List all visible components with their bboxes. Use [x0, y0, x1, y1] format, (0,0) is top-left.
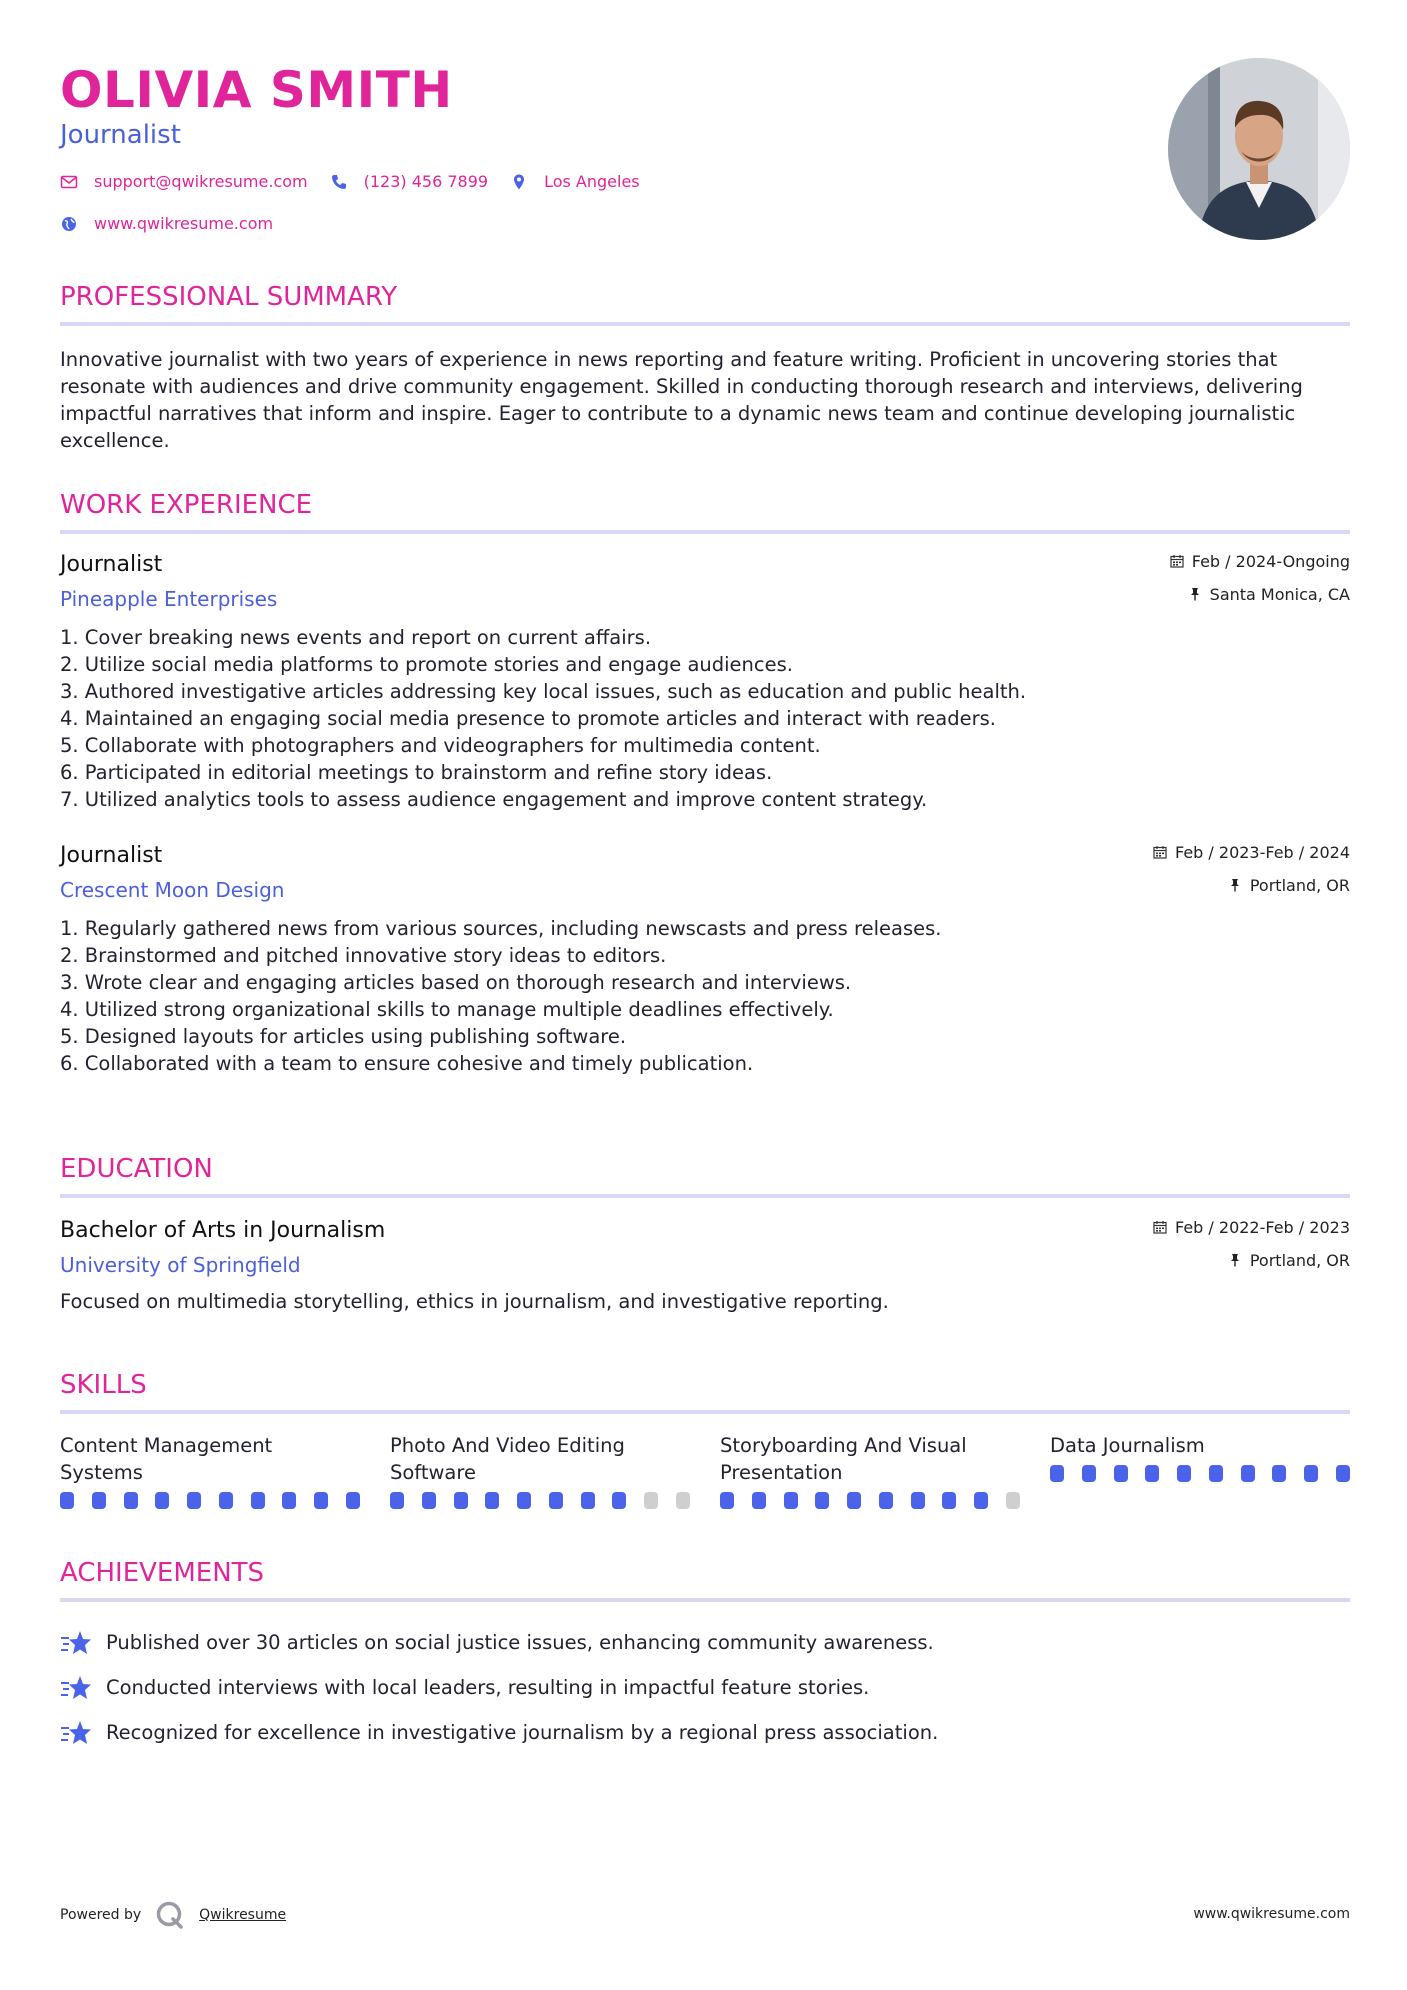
- skill-dot-filled: [879, 1492, 893, 1509]
- skill-dot-filled: [422, 1492, 436, 1509]
- list-item: [60, 1665, 1350, 1710]
- skill-dot-filled: [1082, 1465, 1096, 1482]
- skill-dot-filled: [1304, 1465, 1318, 1482]
- summary-text: Innovative journalist with two years of experience in news reporting and feature writing. Proficient in uncovering stories that resonate with audiences and drive community engagement. Skilled in conducting thorough research and interviews, delivering impactful narratives that inform and inspire. Eager to contribute to a dynamic news team and continue developing journalistic excellence.: [60, 348, 1303, 452]
- skill-dot-filled: [60, 1492, 74, 1509]
- skill-dot-filled: [251, 1492, 265, 1509]
- contact-location: [510, 172, 640, 191]
- shooting-star-icon: [60, 1719, 92, 1747]
- list-item: 3. Wrote clear and engaging articles based on thorough research and interviews.: [60, 971, 852, 994]
- skill-name: Data Journalism: [1050, 1434, 1205, 1457]
- skill-item: [60, 1432, 360, 1509]
- phone-icon: [330, 173, 348, 191]
- skill-dot-filled: [517, 1492, 531, 1509]
- skill-name: Storyboarding And Visual Presentation: [720, 1434, 967, 1484]
- job-bullets: [60, 915, 1350, 1077]
- list-item: 4. Utilized strong organizational skills to manage multiple deadlines effectively.: [60, 998, 834, 1021]
- skills-section: [60, 1368, 1350, 1509]
- candidate-role: Journalist: [60, 120, 181, 150]
- list-item: 7. Utilized analytics tools to assess audience engagement and improve content strategy.: [60, 788, 928, 811]
- education-section: [60, 1152, 1350, 1315]
- job-company: Crescent Moon Design: [60, 878, 285, 902]
- skill-dot-filled: [282, 1492, 296, 1509]
- education-divider: [60, 1194, 1350, 1198]
- education-location-text: Portland, OR: [1249, 1250, 1350, 1270]
- skill-dot-filled: [1114, 1465, 1128, 1482]
- skill-name: Content Management Systems: [60, 1434, 273, 1484]
- skill-dot-empty: [1006, 1492, 1020, 1509]
- contact-phone[interactable]: [330, 172, 488, 191]
- calendar-icon: [1153, 845, 1167, 859]
- pushpin-icon: [1228, 1253, 1242, 1267]
- contact-row-primary: [60, 172, 662, 191]
- qwikresume-logo-icon: [155, 1900, 185, 1930]
- candidate-name: OLIVIA SMITH: [60, 61, 453, 119]
- achievements-list: [60, 1620, 1350, 1755]
- skill-dot-filled: [1241, 1465, 1255, 1482]
- shooting-star-icon: [60, 1674, 92, 1702]
- map-pin-icon: [510, 173, 528, 191]
- skill-name: Photo And Video Editing Software: [390, 1434, 625, 1484]
- resume-page: [60, 0, 1350, 1990]
- skill-dot-filled: [1177, 1465, 1191, 1482]
- website-text: www.qwikresume.com: [94, 214, 274, 233]
- calendar-icon: [1170, 554, 1184, 568]
- job-title: Journalist: [60, 843, 163, 868]
- skill-item: [1050, 1432, 1350, 1509]
- location-text: Los Angeles: [544, 172, 640, 191]
- list-item: 2. Brainstormed and pitched innovative story ideas to editors.: [60, 944, 667, 967]
- skill-dot-filled: [784, 1492, 798, 1509]
- education-heading: EDUCATION: [60, 1154, 213, 1184]
- skill-dot-filled: [219, 1492, 233, 1509]
- email-text: support@qwikresume.com: [94, 172, 308, 191]
- skill-dot-filled: [815, 1492, 829, 1509]
- list-item: 6. Collaborated with a team to ensure cohesive and timely publication.: [60, 1052, 754, 1075]
- achievements-heading: ACHIEVEMENTS: [60, 1558, 265, 1588]
- phone-text: (123) 456 7899: [363, 172, 489, 191]
- job-bullets: [60, 624, 1350, 813]
- skill-dot-filled: [124, 1492, 138, 1509]
- skill-dot-filled: [752, 1492, 766, 1509]
- skill-level: [1050, 1465, 1350, 1482]
- skill-dot-filled: [187, 1492, 201, 1509]
- education-meta: [1153, 1216, 1350, 1271]
- skill-dot-filled: [1336, 1465, 1350, 1482]
- shooting-star-icon: [60, 1629, 92, 1657]
- skills-divider: [60, 1410, 1350, 1414]
- list-item: [60, 1620, 1350, 1665]
- experience-divider: [60, 530, 1350, 534]
- skill-level: [390, 1492, 690, 1509]
- job-meta: [1153, 841, 1350, 896]
- education-dates: [1153, 1216, 1350, 1238]
- footer-powered-by: [60, 1900, 286, 1930]
- list-item: 1. Cover breaking news events and report on current affairs.: [60, 626, 652, 649]
- skill-level: [60, 1492, 360, 1509]
- job-company: Pineapple Enterprises: [60, 587, 278, 611]
- summary-heading: PROFESSIONAL SUMMARY: [60, 282, 398, 312]
- skill-dot-filled: [942, 1492, 956, 1509]
- contact-email[interactable]: [60, 172, 308, 191]
- summary-section: [60, 280, 1350, 454]
- qwikresume-link[interactable]: Qwikresume: [199, 1907, 287, 1923]
- job-meta: [1170, 550, 1350, 605]
- job-entry: [60, 841, 1350, 1077]
- skill-dot-filled: [454, 1492, 468, 1509]
- job-location-text: Santa Monica, CA: [1209, 584, 1350, 604]
- skill-dot-filled: [1145, 1465, 1159, 1482]
- education-entry: [60, 1216, 1350, 1315]
- job-entry: [60, 550, 1350, 813]
- skill-item: [390, 1432, 690, 1509]
- experience-section: [60, 488, 1350, 1077]
- experience-heading: WORK EXPERIENCE: [60, 490, 313, 520]
- list-item: 5. Collaborate with photographers and videographers for multimedia content.: [60, 734, 821, 757]
- job-dates: [1153, 841, 1350, 863]
- achievement-text: Recognized for excellence in investigative journalism by a regional press association.: [106, 1721, 939, 1744]
- list-item: [60, 1710, 1350, 1755]
- list-item: 2. Utilize social media platforms to promote stories and engage audiences.: [60, 653, 793, 676]
- skill-dot-filled: [346, 1492, 360, 1509]
- contact-website[interactable]: [60, 214, 273, 233]
- globe-icon: [60, 215, 78, 233]
- portrait-image: [1168, 58, 1350, 240]
- job-location-text: Portland, OR: [1249, 875, 1350, 895]
- pushpin-icon: [1188, 587, 1202, 601]
- list-item: 4. Maintained an engaging social media presence to promote articles and interact with readers.: [60, 707, 996, 730]
- profile-photo: [1168, 58, 1350, 240]
- envelope-icon: [60, 173, 78, 191]
- skill-dot-filled: [847, 1492, 861, 1509]
- skill-dot-filled: [1209, 1465, 1223, 1482]
- footer-website[interactable]: www.qwikresume.com: [1193, 1906, 1350, 1922]
- skill-dot-filled: [1272, 1465, 1286, 1482]
- list-item: 6. Participated in editorial meetings to brainstorm and refine story ideas.: [60, 761, 773, 784]
- job-dates: [1170, 550, 1350, 572]
- achievements-section: [60, 1556, 1350, 1755]
- job-dates-text: Feb / 2023-Feb / 2024: [1175, 842, 1350, 862]
- degree-title: Bachelor of Arts in Journalism: [60, 1218, 386, 1243]
- skill-dot-filled: [314, 1492, 328, 1509]
- achievements-divider: [60, 1598, 1350, 1602]
- school-name: University of Springfield: [60, 1253, 301, 1277]
- job-location: [1170, 583, 1350, 605]
- job-title: Journalist: [60, 552, 163, 577]
- powered-by-label: Powered by: [60, 1907, 142, 1923]
- skill-item: [720, 1432, 1020, 1509]
- achievement-text: Published over 30 articles on social justice issues, enhancing community awareness.: [106, 1631, 934, 1654]
- skill-dot-filled: [720, 1492, 734, 1509]
- job-dates-text: Feb / 2024-Ongoing: [1191, 551, 1350, 571]
- list-item: 5. Designed layouts for articles using publishing software.: [60, 1025, 627, 1048]
- pushpin-icon: [1228, 878, 1242, 892]
- achievement-text: Conducted interviews with local leaders, resulting in impactful feature stories.: [106, 1676, 870, 1699]
- skill-dot-filled: [390, 1492, 404, 1509]
- skill-dot-filled: [911, 1492, 925, 1509]
- education-description: Focused on multimedia storytelling, ethics in journalism, and investigative reporting.: [60, 1290, 889, 1313]
- skill-dot-filled: [549, 1492, 563, 1509]
- skill-dot-filled: [155, 1492, 169, 1509]
- skill-dot-filled: [1050, 1465, 1064, 1482]
- skill-dot-filled: [485, 1492, 499, 1509]
- skill-dot-empty: [644, 1492, 658, 1509]
- calendar-icon: [1153, 1220, 1167, 1234]
- list-item: 3. Authored investigative articles addressing key local issues, such as education and public health.: [60, 680, 1027, 703]
- skill-level: [720, 1492, 1020, 1509]
- skill-dot-filled: [974, 1492, 988, 1509]
- contact-row-secondary: [60, 214, 295, 233]
- skill-dot-filled: [92, 1492, 106, 1509]
- education-location: [1153, 1249, 1350, 1271]
- skill-dot-filled: [612, 1492, 626, 1509]
- skills-list: [60, 1432, 1350, 1509]
- education-dates-text: Feb / 2022-Feb / 2023: [1175, 1217, 1350, 1237]
- summary-divider: [60, 322, 1350, 326]
- list-item: 1. Regularly gathered news from various sources, including newscasts and press releases.: [60, 917, 942, 940]
- skill-dot-filled: [581, 1492, 595, 1509]
- skills-heading: SKILLS: [60, 1370, 147, 1400]
- skill-dot-empty: [676, 1492, 690, 1509]
- job-location: [1153, 874, 1350, 896]
